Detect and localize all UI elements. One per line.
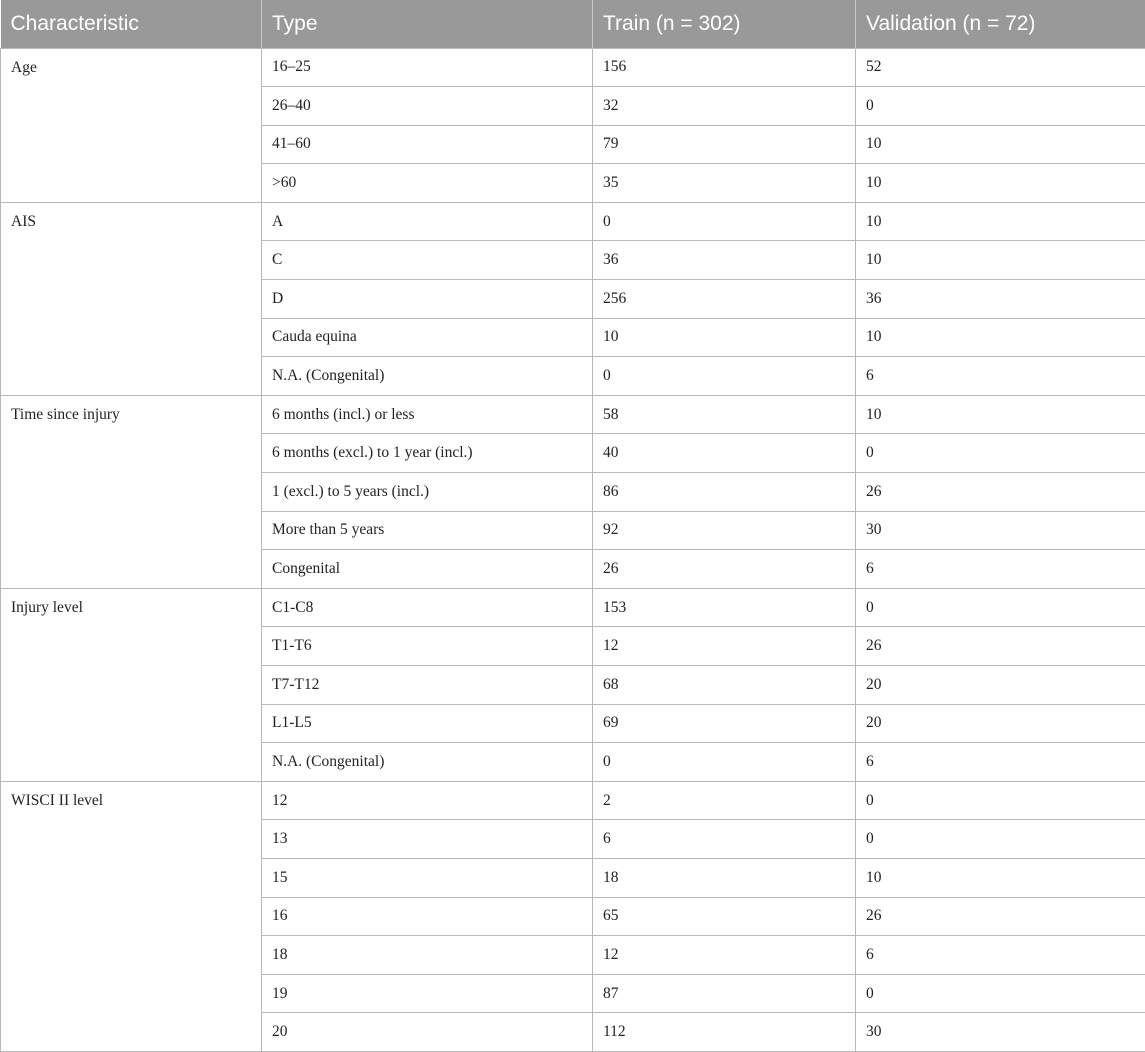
characteristic-cell: Time since injury [1, 395, 262, 588]
train-count-cell: 87 [593, 974, 856, 1013]
train-count-cell: 18 [593, 858, 856, 897]
train-count-cell: 36 [593, 241, 856, 280]
table-row [1, 48, 1145, 87]
train-count-cell: 69 [593, 704, 856, 743]
table-row [1, 588, 1145, 627]
characteristic-cell: WISCI II level [1, 781, 262, 1051]
type-cell: T7-T12 [262, 666, 593, 705]
validation-count-cell: 10 [856, 395, 1145, 434]
train-count-cell: 0 [593, 357, 856, 396]
validation-count-cell: 36 [856, 280, 1145, 319]
train-count-cell: 58 [593, 395, 856, 434]
train-count-cell: 256 [593, 280, 856, 319]
type-cell: Cauda equina [262, 318, 593, 357]
characteristic-cell: AIS [1, 202, 262, 395]
train-count-cell: 26 [593, 550, 856, 589]
validation-count-cell: 0 [856, 974, 1145, 1013]
type-cell: 1 (excl.) to 5 years (incl.) [262, 473, 593, 512]
type-cell: 12 [262, 781, 593, 820]
train-count-cell: 0 [593, 743, 856, 782]
type-cell: C1-C8 [262, 588, 593, 627]
train-count-cell: 6 [593, 820, 856, 859]
validation-count-cell: 0 [856, 434, 1145, 473]
train-count-cell: 40 [593, 434, 856, 473]
validation-count-cell: 10 [856, 858, 1145, 897]
validation-count-cell: 10 [856, 202, 1145, 241]
validation-count-cell: 10 [856, 241, 1145, 280]
validation-count-cell: 6 [856, 357, 1145, 396]
type-cell: A [262, 202, 593, 241]
validation-count-cell: 0 [856, 820, 1145, 859]
validation-count-cell: 10 [856, 164, 1145, 203]
train-count-cell: 153 [593, 588, 856, 627]
train-count-cell: 2 [593, 781, 856, 820]
validation-count-cell: 30 [856, 511, 1145, 550]
table-body [1, 48, 1145, 1051]
validation-count-cell: 30 [856, 1013, 1145, 1052]
validation-count-cell: 20 [856, 704, 1145, 743]
table-row [1, 202, 1145, 241]
table-row [1, 395, 1145, 434]
header-row [1, 0, 1145, 48]
train-count-cell: 112 [593, 1013, 856, 1052]
type-cell: 19 [262, 974, 593, 1013]
train-count-cell: 92 [593, 511, 856, 550]
validation-count-cell: 52 [856, 48, 1145, 87]
validation-count-cell: 6 [856, 743, 1145, 782]
type-cell: 16 [262, 897, 593, 936]
type-cell: L1-L5 [262, 704, 593, 743]
type-cell: 18 [262, 936, 593, 975]
table-row [1, 781, 1145, 820]
validation-count-cell: 10 [856, 318, 1145, 357]
type-cell: T1-T6 [262, 627, 593, 666]
validation-count-cell: 6 [856, 936, 1145, 975]
table-header [1, 0, 1145, 48]
type-cell: N.A. (Congenital) [262, 743, 593, 782]
train-count-cell: 32 [593, 87, 856, 126]
type-cell: 41–60 [262, 125, 593, 164]
type-cell: 26–40 [262, 87, 593, 126]
type-cell: 6 months (incl.) or less [262, 395, 593, 434]
characteristic-cell: Injury level [1, 588, 262, 781]
validation-count-cell: 26 [856, 473, 1145, 512]
type-cell: D [262, 280, 593, 319]
type-cell: 20 [262, 1013, 593, 1052]
validation-count-cell: 0 [856, 781, 1145, 820]
type-cell: >60 [262, 164, 593, 203]
type-cell: C [262, 241, 593, 280]
header-train: Train (n = 302) [593, 0, 856, 48]
header-validation: Validation (n = 72) [856, 0, 1145, 48]
validation-count-cell: 26 [856, 627, 1145, 666]
train-count-cell: 86 [593, 473, 856, 512]
type-cell: 16–25 [262, 48, 593, 87]
train-count-cell: 35 [593, 164, 856, 203]
type-cell: N.A. (Congenital) [262, 357, 593, 396]
header-characteristic: Characteristic [1, 0, 262, 48]
validation-count-cell: 0 [856, 87, 1145, 126]
header-type: Type [262, 0, 593, 48]
type-cell: 6 months (excl.) to 1 year (incl.) [262, 434, 593, 473]
train-count-cell: 79 [593, 125, 856, 164]
train-count-cell: 10 [593, 318, 856, 357]
type-cell: 15 [262, 858, 593, 897]
train-count-cell: 65 [593, 897, 856, 936]
characteristic-cell: Age [1, 48, 262, 202]
validation-count-cell: 20 [856, 666, 1145, 705]
train-count-cell: 0 [593, 202, 856, 241]
validation-count-cell: 10 [856, 125, 1145, 164]
type-cell: 13 [262, 820, 593, 859]
train-count-cell: 156 [593, 48, 856, 87]
train-count-cell: 68 [593, 666, 856, 705]
train-count-cell: 12 [593, 627, 856, 666]
type-cell: More than 5 years [262, 511, 593, 550]
train-count-cell: 12 [593, 936, 856, 975]
validation-count-cell: 0 [856, 588, 1145, 627]
validation-count-cell: 26 [856, 897, 1145, 936]
validation-count-cell: 6 [856, 550, 1145, 589]
type-cell: Congenital [262, 550, 593, 589]
